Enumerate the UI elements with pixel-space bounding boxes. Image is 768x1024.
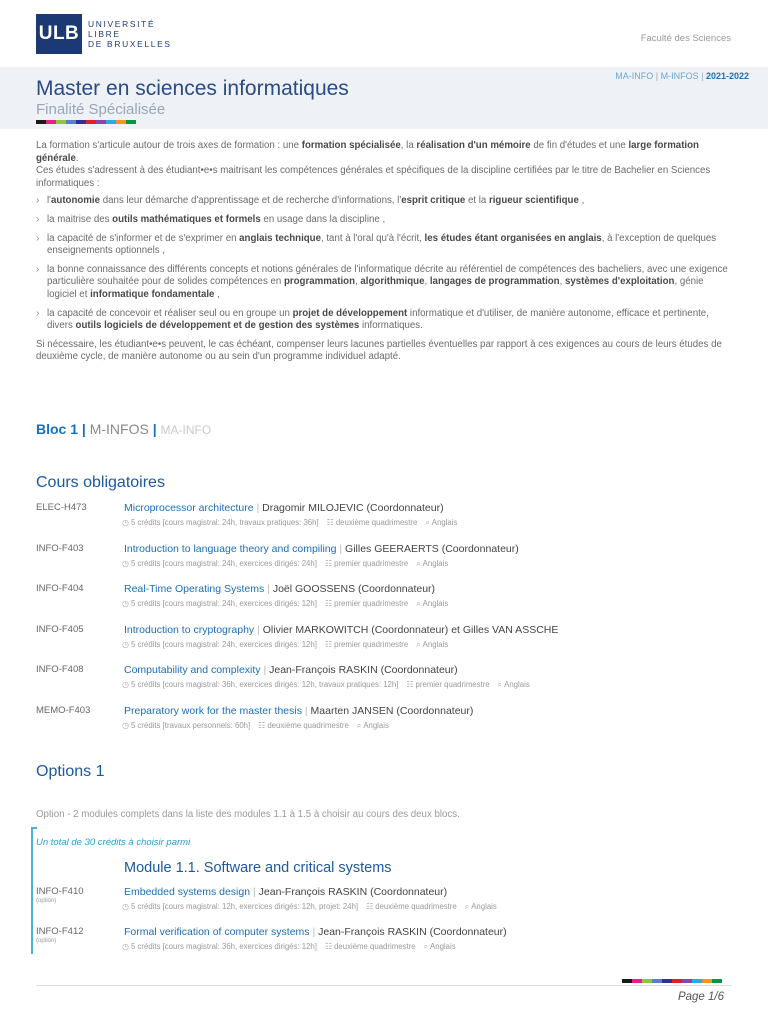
course-term: premier quadrimestre <box>334 639 409 649</box>
course-code: INFO-F410 <box>36 886 84 897</box>
color-stripe <box>36 120 136 124</box>
separator: | <box>264 583 273 595</box>
speech-bubble-icon: ⌕ <box>497 680 503 689</box>
options-group-bar <box>31 827 33 954</box>
course-language: Anglais <box>422 558 449 568</box>
clock-icon: ◷ <box>122 599 129 608</box>
intro-bullet <box>36 308 732 333</box>
course-code: INFO-F404 <box>36 583 84 594</box>
speech-bubble-icon: ⌕ <box>423 942 429 951</box>
speech-bubble-icon: ⌕ <box>416 558 421 568</box>
text-run: , <box>578 195 585 207</box>
course-option-tag: (option) <box>36 938 57 944</box>
course-credits: 5 crédits [cours magistral: 24h, exercices dirigés: 12h] <box>130 599 317 608</box>
intro-paragraph: Si nécessaire, les étudiant•e•s peuvent, le cas échéant, compenser leurs lacunes partielles éventuelles par rapport à ces exigences au cours de leurs études de deuxième cycle, de manière autonome ou au sein d'un programme individuel adapté. <box>36 338 722 363</box>
course-line <box>124 624 558 636</box>
separator: | <box>253 502 263 514</box>
calendar-icon: ☷ <box>366 902 374 911</box>
program-codes: MA-INFO | M-INFOS | 2021-2022 <box>615 71 749 81</box>
emphasis-text: formation spécialisée <box>301 140 401 151</box>
course-option-tag: (option) <box>36 898 57 904</box>
calendar-icon: ☷ <box>324 599 333 608</box>
course-credits: 5 crédits [cours magistral: 24h, exercices dirigés: 24h] <box>130 558 317 568</box>
stripe-segment <box>56 120 66 124</box>
stripe-segment <box>632 979 642 983</box>
course-name-link[interactable]: Computability and complexity <box>124 664 261 676</box>
course-code: ELEC-H473 <box>36 502 87 513</box>
bloc-label: Bloc 1 <box>36 421 79 437</box>
text-run: en usage dans la discipline , <box>260 213 386 225</box>
calendar-icon: ☷ <box>258 720 266 730</box>
course-code: MEMO-F403 <box>36 704 91 716</box>
text-run: , <box>424 276 430 288</box>
text-run: de fin d'études et une <box>530 140 629 151</box>
separator: | <box>250 886 259 898</box>
clock-icon: ◷ <box>122 720 129 730</box>
section-mandatory: Cours obligatoires <box>36 474 165 491</box>
course-term: deuxième quadrimestre <box>375 902 457 911</box>
stripe-segment <box>126 120 136 124</box>
emphasis-text: outils mathématiques et formels <box>112 213 261 225</box>
speech-bubble-icon: ⌕ <box>356 720 362 730</box>
calendar-icon: ☷ <box>324 942 333 951</box>
course-language: Anglais <box>504 680 530 689</box>
intro-bullet <box>36 195 732 208</box>
section-options: Options 1 <box>36 763 105 780</box>
course-meta <box>122 640 448 650</box>
program-code-a: MA-INFO <box>615 71 654 81</box>
course-credits: 5 crédits [cours magistral: 36h, exercices dirigés: 12h, travaux pratiques: 12h] <box>130 680 399 689</box>
text-run: la maitrise des <box>47 213 113 225</box>
speech-bubble-icon: ⌕ <box>425 518 430 527</box>
text-run: , <box>355 276 361 288</box>
calendar-icon: ☷ <box>324 558 333 568</box>
course-name-link[interactable]: Introduction to cryptography <box>124 623 255 636</box>
text-run: la capacité de s'informer et de s'exprimer en <box>47 232 240 244</box>
text-run: et la <box>465 195 489 207</box>
text-run: la bonne connaissance des différents concepts et notions générales de l'informatique décrite au référentiel de compétences des bacheliers, avec une exigence particulière souhaitée pour de solides compétences en <box>47 263 728 288</box>
text-run: , génie logiciel et <box>47 276 704 300</box>
text-run: , <box>559 276 565 288</box>
clock-icon: ◷ <box>122 518 129 527</box>
clock-icon: ◷ <box>122 639 129 649</box>
course-line <box>124 886 447 898</box>
separator: | <box>260 664 270 676</box>
speech-bubble-icon: ⌕ <box>416 599 421 608</box>
course-code: INFO-F405 <box>36 623 84 635</box>
logo-text <box>88 19 172 49</box>
text-run: dans leur démarche d'apprentissage et de recherche d'informations, l' <box>100 195 402 207</box>
calendar-icon: ☷ <box>324 639 333 649</box>
text-run: informatique et d'utiliser, de manière autonome, efficace et pertinente, divers <box>47 307 709 332</box>
stripe-segment <box>652 979 662 983</box>
calendar-icon: ☷ <box>326 518 334 527</box>
faculty-name: Faculté des Sciences <box>640 33 731 44</box>
emphasis-text: les études étant organisées en anglais <box>424 232 602 244</box>
stripe-segment <box>662 979 672 983</box>
bloc-heading: Bloc 1 | M-INFOS | MA-INFO <box>36 421 212 437</box>
emphasis-text: algorithmique <box>360 276 425 288</box>
course-meta <box>122 721 389 731</box>
course-line <box>124 502 444 514</box>
intro-bullet <box>36 233 732 258</box>
bloc-code-b: MA-INFO <box>160 423 212 437</box>
course-term: premier quadrimestre <box>334 599 409 608</box>
emphasis-text: outils logiciels de développement et de gestion des systèmes <box>75 320 360 332</box>
course-name-link[interactable]: Embedded systems design <box>124 886 251 898</box>
clock-icon: ◷ <box>122 680 129 689</box>
text-run: informatiques. <box>359 320 423 332</box>
course-name-link[interactable]: Preparatory work for the master thesis <box>124 704 302 717</box>
text-run: La formation s'articule autour de trois axes de formation : une <box>36 140 302 151</box>
emphasis-text: esprit critique <box>401 195 466 207</box>
separator: | <box>336 542 346 555</box>
course-code: INFO-F412 <box>36 926 84 937</box>
chevron-right-icon: › <box>36 232 40 244</box>
options-group-tick <box>31 827 37 829</box>
text-run: , à l'exception de quelques enseignements optionnels , <box>47 232 717 257</box>
course-name-link[interactable]: Introduction to language theory and compiling <box>124 542 337 555</box>
options-note: Option - 2 modules complets dans la liste des modules 1.1 à 1.5 à choisir au cours des deux blocs. <box>36 809 460 820</box>
text-run: . <box>75 152 79 164</box>
course-credits: 5 crédits [cours magistral: 12h, exercices dirigés: 12h, projet: 24h] <box>130 902 359 911</box>
program-code-b: M-INFOS <box>660 71 699 81</box>
course-term: deuxième quadrimestre <box>335 518 418 527</box>
text-run: la capacité de concevoir et réaliser seul ou en groupe un <box>47 307 293 319</box>
course-meta <box>122 680 530 690</box>
course-language: Anglais <box>430 942 456 951</box>
stripe-segment <box>692 979 702 983</box>
emphasis-text: systèmes d'exploitation <box>564 276 675 288</box>
course-line <box>124 664 458 676</box>
stripe-segment <box>672 979 682 983</box>
intro-bullet <box>36 264 732 302</box>
speech-bubble-icon: ⌕ <box>464 902 470 911</box>
bloc-code-a: M-INFOS <box>89 421 149 437</box>
emphasis-text: anglais technique <box>239 232 321 244</box>
separator: | <box>301 704 311 717</box>
course-teacher: Joël GOOSSENS (Coordonnateur) <box>272 583 436 595</box>
course-teacher: Jean-François RASKIN (Coordonnateur) <box>269 664 458 676</box>
logo-line: UNIVERSITÉ <box>88 19 156 29</box>
separator: | <box>309 926 319 938</box>
emphasis-text: programmation <box>283 276 356 288</box>
chevron-right-icon: › <box>36 263 40 275</box>
intro-paragraph <box>36 140 732 165</box>
clock-icon: ◷ <box>122 902 129 911</box>
stripe-segment <box>96 120 106 124</box>
emphasis-text: langages de programmation <box>429 276 560 288</box>
chevron-right-icon: › <box>36 195 40 207</box>
clock-icon: ◷ <box>122 942 129 951</box>
course-language: Anglais <box>422 639 449 649</box>
course-line <box>124 926 507 938</box>
text-run: , la <box>400 140 417 151</box>
course-teacher: Dragomir MILOJEVIC (Coordonnateur) <box>262 502 444 514</box>
emphasis-text: projet de développement <box>292 307 408 319</box>
logo-line: DE BRUXELLES <box>88 39 172 49</box>
page-title: Master en sciences informatiques <box>36 77 349 100</box>
stripe-segment <box>642 979 652 983</box>
course-language: Anglais <box>471 902 497 911</box>
course-language: Anglais <box>422 599 449 608</box>
emphasis-text: informatique fondamentale <box>90 288 215 300</box>
text-run: l' <box>47 195 52 207</box>
course-meta <box>122 518 457 528</box>
course-meta <box>122 902 497 912</box>
calendar-icon: ☷ <box>406 680 414 689</box>
course-credits: 5 crédits [cours magistral: 36h, exercices dirigés: 12h] <box>130 942 317 951</box>
course-line <box>124 705 473 717</box>
stripe-segment <box>46 120 56 124</box>
separator: | <box>254 623 263 636</box>
emphasis-text: réalisation d'un mémoire <box>416 140 531 151</box>
course-name-link[interactable]: Real-Time Operating Systems <box>124 583 265 595</box>
course-term: deuxième quadrimestre <box>334 942 416 951</box>
course-code: INFO-F408 <box>36 664 84 675</box>
course-name-link[interactable]: Microprocessor architecture <box>124 502 254 514</box>
course-line <box>124 583 435 595</box>
intro-bullet <box>36 214 732 227</box>
logo-line: LIBRE <box>88 29 121 39</box>
page-subtitle: Finalité Spécialisée <box>36 101 166 118</box>
color-stripe <box>622 979 722 983</box>
footer-divider <box>36 985 732 986</box>
course-teacher: Maarten JANSEN (Coordonnateur) <box>310 704 474 717</box>
emphasis-text: autonomie <box>51 195 100 207</box>
emphasis-text: rigueur scientifique <box>488 195 579 207</box>
course-language: Anglais <box>431 518 458 527</box>
course-credits: 5 crédits [cours magistral: 24h, exercices dirigés: 12h] <box>130 639 317 649</box>
chevron-right-icon: › <box>36 213 40 225</box>
course-line <box>124 543 519 555</box>
stripe-segment <box>86 120 96 124</box>
course-term: deuxième quadrimestre <box>267 720 349 730</box>
intro-bullet-list <box>36 195 732 332</box>
course-teacher: Jean-François RASKIN (Coordonnateur) <box>258 886 448 898</box>
stripe-segment <box>36 120 46 124</box>
course-term: premier quadrimestre <box>415 680 490 689</box>
page-number: Page 1/6 <box>677 991 724 1003</box>
course-name-link[interactable]: Formal verification of computer systems <box>124 926 310 938</box>
intro-paragraph: Ces études s'adressent à des étudiant•e•s maitrisant les compétences générales et spécifiques de la discipline certifiées par le titre de Bachelier en Sciences informatiques : <box>36 165 711 189</box>
logo-abbr: ULB <box>36 14 82 54</box>
chevron-right-icon: › <box>36 307 40 319</box>
stripe-segment <box>106 120 116 124</box>
stripe-segment <box>682 979 692 983</box>
academic-year: 2021-2022 <box>705 71 749 81</box>
stripe-segment <box>712 979 722 983</box>
course-meta <box>122 942 456 952</box>
course-meta <box>122 559 448 569</box>
text-run: , tant à l'oral qu'à l'écrit, <box>320 232 425 244</box>
course-credits: 5 crédits [cours magistral: 24h, travaux pratiques: 36h] <box>130 518 319 527</box>
course-meta <box>122 599 448 609</box>
stripe-segment <box>622 979 632 983</box>
emphasis-text: large formation générale <box>36 140 699 164</box>
stripe-segment <box>76 120 86 124</box>
course-credits: 5 crédits [travaux personnels: 60h] <box>130 720 251 730</box>
stripe-segment <box>116 120 126 124</box>
options-total-label: Un total de 30 crédits à choisir parmi <box>36 837 191 848</box>
stripe-segment <box>702 979 712 983</box>
stripe-segment <box>66 120 76 124</box>
course-teacher: Gilles GEERAERTS (Coordonnateur) <box>345 542 519 555</box>
course-language: Anglais <box>363 720 389 730</box>
course-teacher: Jean-François RASKIN (Coordonnateur) <box>318 926 507 938</box>
intro-text <box>36 140 732 364</box>
speech-bubble-icon: ⌕ <box>416 639 421 649</box>
course-term: premier quadrimestre <box>334 558 409 568</box>
module-title: Module 1.1. Software and critical systems <box>124 860 392 876</box>
ulb-logo <box>36 14 172 54</box>
course-code: INFO-F403 <box>36 542 84 554</box>
text-run: , <box>214 288 220 300</box>
course-teacher: Olivier MARKOWITCH (Coordonnateur) et Gilles VAN ASSCHE <box>262 623 559 636</box>
clock-icon: ◷ <box>122 558 129 568</box>
